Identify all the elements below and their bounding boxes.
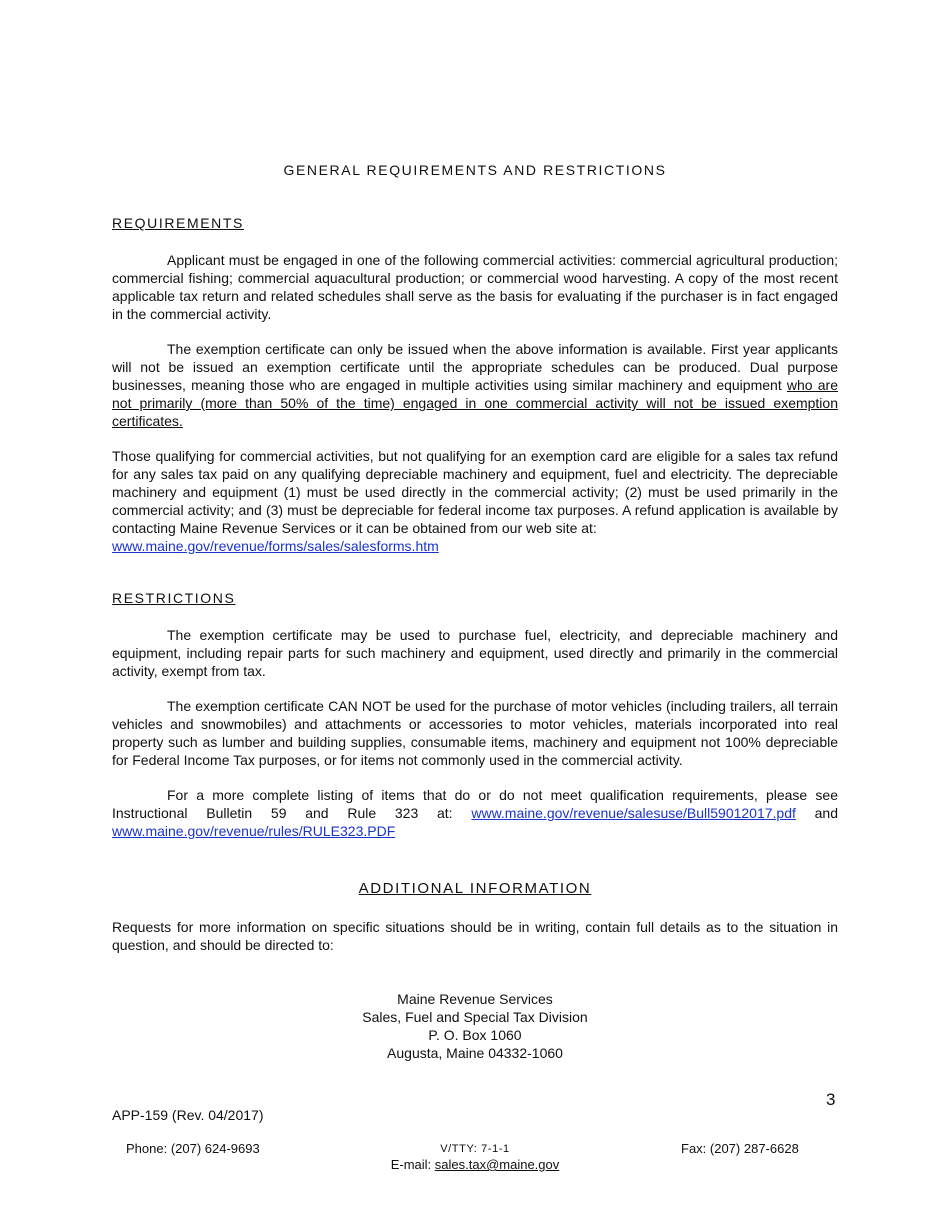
restrictions-paragraph-1: The exemption certificate may be used to purchase fuel, electricity, and depreciable machinery and equipment, including repair parts for such machinery and equipment, used directly and primarily in the commercial activity, exempt from tax.: [112, 627, 838, 679]
requirements-paragraph-2: [112, 340, 838, 430]
rule-323-link[interactable]: www.maine.gov/revenue/rules/RULE323.PDF: [112, 823, 396, 839]
requirements-heading: REQUIREMENTS: [112, 215, 244, 231]
restrictions-paragraph-3-and: and: [795, 805, 839, 821]
additional-information-paragraph: Requests for more information on specific situations should be in writing, contain full details as to the situation in question, and should be directed to:: [112, 919, 838, 953]
footer-phone: Phone: (207) 624-9693: [126, 1141, 260, 1156]
footer-email: [0, 1157, 950, 1172]
requirements-paragraph-2-underlined: who are not primarily (more than 50% of the time) engaged in one commercial activity will not be issued exemption certificates.: [112, 377, 838, 429]
footer-email-label: E-mail:: [390, 1157, 435, 1172]
address-line-po-box: P. O. Box 1060: [428, 1027, 522, 1043]
sales-forms-link[interactable]: www.maine.gov/revenue/forms/sales/salesforms.htm: [112, 538, 439, 554]
form-id: APP-159 (Rev. 04/2017): [112, 1107, 264, 1123]
restrictions-heading: RESTRICTIONS: [112, 590, 236, 606]
page-title: GENERAL REQUIREMENTS AND RESTRICTIONS: [283, 162, 667, 178]
bulletin-59-link[interactable]: www.maine.gov/revenue/salesuse/Bull59012017.pdf: [471, 805, 796, 821]
footer-fax: Fax: (207) 287-6628: [681, 1141, 799, 1156]
requirements-paragraph-3-text: Those qualifying for commercial activities, but not qualifying for an exemption card are eligible for a sales tax refund for any sales tax paid on any qualifying depreciable machinery and equipment, fuel and electricity. The depreciable machinery and equipment (1) must be used directly in the commercial activity; (2) must be used primarily in the commercial activity; and (3) must be depreciable for federal income tax purposes. A refund application is available by contacting Maine Revenue Services or it can be obtained from our web site at:: [112, 448, 838, 536]
footer-email-address[interactable]: sales.tax@maine.gov: [434, 1157, 560, 1172]
requirements-paragraph-3: [112, 447, 838, 555]
mailing-address: [0, 990, 950, 1062]
page-number: 3: [826, 1090, 836, 1109]
address-line-division: Sales, Fuel and Special Tax Division: [362, 1009, 588, 1025]
footer-vtty: V/TTY: 7-1-1: [440, 1143, 510, 1155]
requirements-paragraph-2-text: The exemption certificate can only be issued when the above information is available. First year applicants will not be issued an exemption certificate until the appropriate schedules can be produced. Dual purpose businesses, meaning those who are engaged in multiple activities using similar machinery and equipment: [112, 341, 838, 393]
requirements-paragraph-1: Applicant must be engaged in one of the following commercial activities: commercial agricultural production; commercial fishing; commercial aquacultural production; or commercial wood harvesting. A copy of the most recent applicable tax return and related schedules shall serve as the basis for evaluating if the purchaser is in fact engaged in the commercial activity.: [112, 252, 838, 322]
address-line-city: Augusta, Maine 04332-1060: [387, 1045, 563, 1061]
address-line-organization: Maine Revenue Services: [397, 991, 553, 1007]
restrictions-paragraph-2: The exemption certificate CAN NOT be used for the purchase of motor vehicles (including trailers, all terrain vehicles and snowmobiles) and attachments or accessories to motor vehicles, materials incorporated into real property such as lumber and building supplies, consumable items, machinery and equipment not 100% depreciable for Federal Income Tax purposes, or for items not commonly used in the commercial activity.: [112, 698, 838, 768]
restrictions-paragraph-3: [112, 786, 838, 840]
additional-information-heading: ADDITIONAL INFORMATION: [358, 880, 592, 897]
restrictions-paragraph-3-text: For a more complete listing of items that do or do not meet qualification requirements, please see Instructional Bulletin 59 and Rule 323 at:: [112, 787, 838, 821]
